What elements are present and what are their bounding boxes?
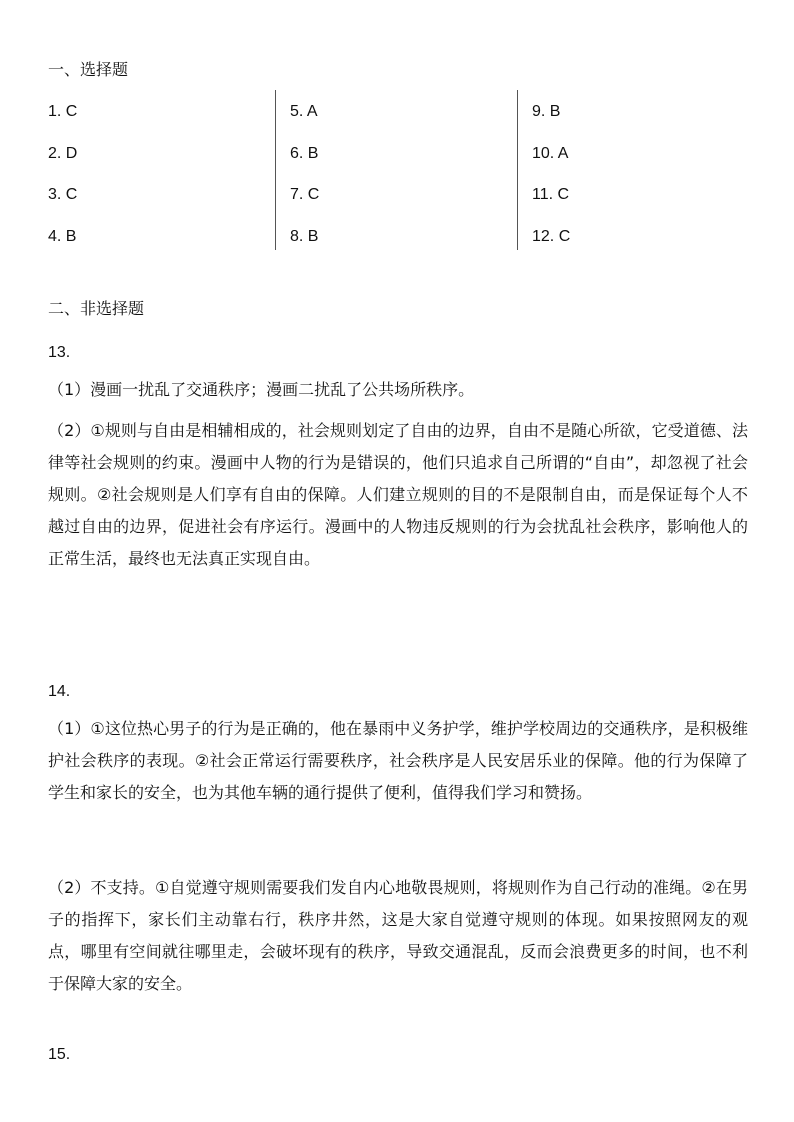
answer-item: 4. B — [48, 228, 77, 245]
question-14-number: 14. — [48, 683, 71, 700]
answer-item: 9. B — [532, 103, 561, 120]
section-2-title: 二、非选择题 — [48, 299, 145, 318]
answer-item: 11. C — [532, 186, 570, 203]
answer-item: 2. D — [48, 145, 78, 162]
question-13-number: 13. — [48, 344, 71, 361]
answer-item: 1. C — [48, 103, 78, 120]
answer-item: 10. A — [532, 145, 569, 162]
answer-item: 8. B — [290, 228, 319, 245]
answer-item: 5. A — [290, 103, 318, 120]
question-14-part-2: （2）不支持。①自觉遵守规则需要我们发自内心地敬畏规则，将规则作为自己行动的准绳。②在男子的指挥下，家长们主动靠右行，秩序井然，这是大家自觉遵守规则的体现。如果按照网友的观点，哪里有空间就往哪里走，会破坏现有的秩序，导致交通混乱，反而会浪费更多的时间，也不利于保障大家的安全。 — [48, 878, 748, 993]
answer-item: 12. C — [532, 228, 571, 245]
column-divider — [275, 90, 276, 250]
answer-item: 7. C — [290, 186, 320, 203]
question-15-number: 15. — [48, 1046, 71, 1063]
answer-item: 6. B — [290, 145, 319, 162]
answer-item: 3. C — [48, 186, 78, 203]
column-divider — [517, 90, 518, 250]
question-13-part-1: （1）漫画一扰乱了交通秩序；漫画二扰乱了公共场所秩序。 — [48, 380, 475, 399]
question-13-part-2: （2）①规则与自由是相辅相成的，社会规则划定了自由的边界，自由不是随心所欲，它受道德、法律等社会规则的约束。漫画中人物的行为是错误的，他们只追求自己所谓的“自由”，却忽视了社会规则。②社会规则是人们享有自由的保障。人们建立规则的目的不是限制自由，而是保证每个人不越过自由的边界，促进社会有序运行。漫画中的人物违反规则的行为会扰乱社会秩序，影响他人的正常生活，最终也无法真正实现自由。 — [48, 421, 748, 568]
question-14-part-1: （1）①这位热心男子的行为是正确的，他在暴雨中义务护学，维护学校周边的交通秩序，是积极维护社会秩序的表现。②社会正常运行需要秩序，社会秩序是人民安居乐业的保障。他的行为保障了学生和家长的安全，也为其他车辆的通行提供了便利，值得我们学习和赞扬。 — [48, 719, 748, 802]
multiple-choice-answer-grid — [48, 90, 748, 250]
section-1-title: 一、选择题 — [48, 60, 129, 79]
